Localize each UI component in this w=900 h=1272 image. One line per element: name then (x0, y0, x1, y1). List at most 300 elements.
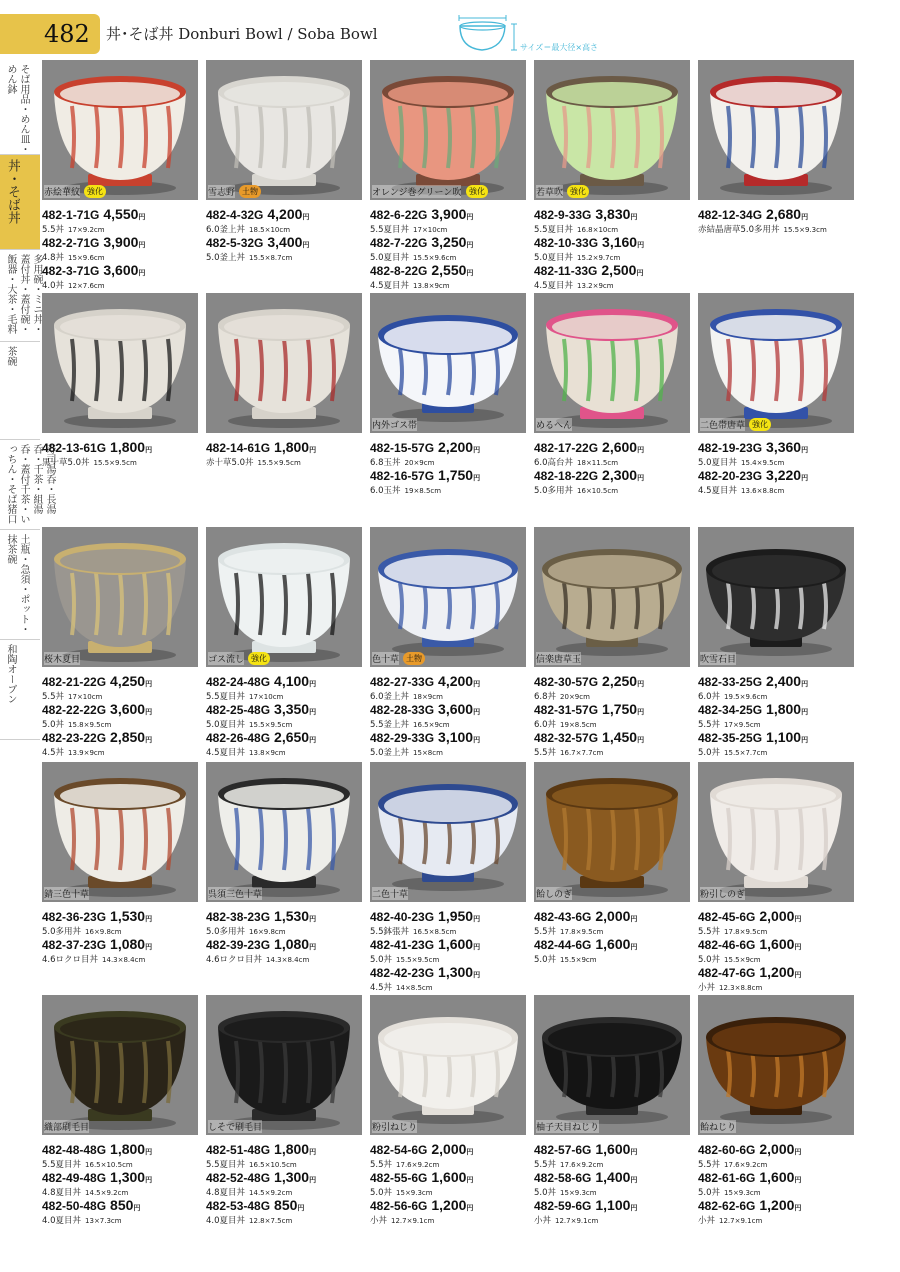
price: 1,530 (274, 908, 310, 924)
product-photo[interactable] (534, 293, 690, 433)
variant-description: 6.8丼 (534, 692, 557, 702)
product-name: 粉引ねじり (372, 1120, 417, 1133)
bowl-illustration (698, 762, 854, 902)
variant-row (42, 729, 204, 757)
variant-description: 5.5夏目丼 (534, 225, 574, 235)
variant-row (370, 673, 532, 701)
variant-list (370, 206, 532, 290)
product-code: 482-33-25G (698, 675, 763, 689)
variant-description: 5.0釜上丼 (370, 748, 410, 758)
product-photo[interactable] (206, 60, 362, 200)
product-code: 482-21-22G (42, 675, 107, 689)
yen-mark: 円 (466, 1176, 474, 1184)
price: 1,600 (431, 1169, 467, 1185)
dimensions: 13×7.3cm (85, 1217, 122, 1225)
price: 1,600 (595, 1141, 631, 1157)
price: 1,300 (274, 1169, 310, 1185)
variant-row (370, 729, 532, 757)
yen-mark: 円 (637, 474, 645, 482)
product-code: 482-16-57G (370, 469, 435, 483)
yen-mark: 円 (473, 915, 481, 923)
product-photo[interactable] (370, 60, 526, 200)
price: 1,600 (438, 936, 474, 952)
product-name: 二色帯唐草 (700, 418, 745, 431)
variant-description: 5.5丼 (534, 748, 557, 758)
product-name: 柚子天目ねじり (536, 1120, 599, 1133)
price: 2,550 (431, 262, 467, 278)
yen-mark: 円 (637, 708, 645, 716)
price: 1,950 (438, 908, 474, 924)
product-code: 482-52-48G (206, 1171, 271, 1185)
variant-description: 5.0夏目丼 (534, 253, 574, 263)
dimensions: 17.6×9.2cm (396, 1161, 440, 1169)
variant-row (698, 729, 860, 757)
product-code: 482-3-71G (42, 264, 100, 278)
variant-list (534, 439, 696, 495)
sidebar-category-label: 土瓶・急須・ポット・抹茶碗 (5, 534, 29, 634)
yen-mark: 円 (138, 241, 146, 249)
product-name: 飴しのぎ (536, 887, 572, 900)
product-code: 482-34-25G (698, 703, 763, 717)
yen-mark: 円 (145, 943, 153, 951)
variant-description: 6.0釜上丼 (370, 692, 410, 702)
bowl-illustration (534, 527, 690, 667)
product-code: 482-45-6G (698, 910, 756, 924)
product-photo[interactable] (698, 527, 854, 667)
product-photo[interactable] (698, 60, 854, 200)
product-photo[interactable] (206, 293, 362, 433)
product-code: 482-57-6G (534, 1143, 592, 1157)
variant-description: 5.0丼 (370, 1188, 393, 1198)
product-photo[interactable] (698, 762, 854, 902)
price: 1,300 (438, 964, 474, 980)
dimensions: 20×9cm (404, 459, 435, 467)
product-code: 482-20-23G (698, 469, 763, 483)
sidebar-category[interactable] (0, 440, 55, 530)
product-photo[interactable] (42, 293, 198, 433)
yen-mark: 円 (794, 943, 802, 951)
sidebar-category[interactable] (0, 155, 40, 250)
dimensions: 16.5×10.5cm (85, 1161, 133, 1169)
variant-list (534, 1141, 696, 1225)
product-photo[interactable] (534, 60, 690, 200)
price: 1,080 (274, 936, 310, 952)
yen-mark: 円 (801, 708, 809, 716)
price: 2,500 (601, 262, 637, 278)
product-code: 482-47-6G (698, 966, 756, 980)
sidebar-category-label: そば用品・めん皿・めん鉢 (5, 64, 29, 154)
variant-row (42, 206, 204, 234)
variant-list (698, 439, 860, 495)
product-code: 482-26-48G (206, 731, 271, 745)
product-code: 482-54-6G (370, 1143, 428, 1157)
variant-description: 5.0夏目丼 (698, 458, 738, 468)
variant-list (42, 206, 204, 290)
variant-row (534, 908, 696, 936)
product-photo[interactable] (42, 527, 198, 667)
variant-description: 5.0丼 (42, 720, 65, 730)
price: 850 (110, 1197, 134, 1213)
sidebar-category-label: 多用碗・ミニ丼・蓋付丼・蓋付碗・飯器・大茶・毛料 (5, 254, 42, 334)
price: 1,300 (110, 1169, 146, 1185)
price: 3,250 (431, 234, 467, 250)
price: 2,000 (431, 1141, 467, 1157)
variant-description: 5.5丼 (698, 927, 721, 937)
dimensions: 16×9.8cm (85, 928, 122, 936)
price: 3,100 (438, 729, 474, 745)
variant-list (206, 206, 368, 262)
bowl-size-icon (456, 12, 526, 56)
variant-list (534, 206, 696, 290)
dimensions: 17×9.2cm (68, 226, 105, 234)
yen-mark: 円 (309, 680, 317, 688)
dimensions: 17×9.5cm (724, 721, 761, 729)
price: 2,680 (766, 206, 802, 222)
variant-row (370, 262, 532, 290)
yen-mark: 円 (801, 736, 809, 744)
variant-description: 5.0丼 (698, 1188, 721, 1198)
variant-description: 5.5丼 (698, 720, 721, 730)
dimensions: 17.6×9.2cm (560, 1161, 604, 1169)
yen-mark: 円 (801, 680, 809, 688)
product-name: 粉引しのぎ (700, 887, 745, 900)
variant-row (534, 729, 696, 757)
yen-mark: 円 (794, 1176, 802, 1184)
product-photo[interactable] (534, 995, 690, 1135)
variant-row (698, 439, 860, 467)
product-code: 482-4-32G (206, 208, 264, 222)
variant-list (370, 673, 532, 757)
yen-mark: 円 (145, 446, 153, 454)
bowl-illustration (206, 527, 362, 667)
variant-row (370, 701, 532, 729)
product-code: 482-13-61G (42, 441, 107, 455)
variant-row (206, 234, 368, 262)
product-code: 482-36-23G (42, 910, 107, 924)
yen-mark: 円 (473, 446, 481, 454)
price: 2,600 (602, 439, 638, 455)
dimensions: 12.7×9.1cm (391, 1217, 435, 1225)
dimensions: 18.5×10cm (249, 226, 291, 234)
variant-description: 4.5丼 (42, 748, 65, 758)
variant-row (42, 439, 204, 467)
dimensions: 16×10.5cm (577, 487, 619, 495)
earthenware-badge: 土物 (239, 185, 261, 198)
variant-list (534, 673, 696, 757)
dimensions: 15.5×9.5cm (249, 721, 293, 729)
dimensions: 16×9.8cm (249, 928, 286, 936)
dimensions: 16.5×10.5cm (249, 1161, 297, 1169)
variant-description: 4.0丼 (42, 281, 65, 291)
variant-row (370, 234, 532, 262)
variant-description: 4.5夏目丼 (370, 281, 410, 291)
page-title: 丼･そば丼 Donburi Bowl / Soba Bowl (106, 25, 378, 43)
price: 1,800 (274, 439, 310, 455)
product-photo[interactable] (42, 995, 198, 1135)
dimensions: 13.8×9cm (413, 282, 450, 290)
variant-row (206, 936, 368, 964)
variant-row (206, 701, 368, 729)
variant-list (42, 1141, 204, 1225)
variant-row (698, 467, 860, 495)
dimensions: 14.3×8.4cm (102, 956, 146, 964)
dimensions: 15.5×9.6cm (413, 254, 457, 262)
dimensions: 15.5×9cm (560, 956, 597, 964)
product-photo[interactable] (206, 527, 362, 667)
product-code: 482-11-33G (534, 264, 598, 278)
yen-mark: 円 (145, 736, 153, 744)
price: 3,350 (274, 701, 310, 717)
product-photo[interactable] (698, 995, 854, 1135)
product-code: 482-49-48G (42, 1171, 107, 1185)
price: 1,800 (110, 1141, 146, 1157)
reinforced-badge: 強化 (248, 652, 270, 665)
variant-row (370, 1169, 532, 1197)
yen-mark: 円 (473, 708, 481, 716)
price: 3,600 (110, 701, 146, 717)
product-photo[interactable] (206, 762, 362, 902)
product-code: 482-17-22G (534, 441, 599, 455)
product-photo[interactable] (370, 995, 526, 1135)
dimensions: 15.8×9.5cm (68, 721, 112, 729)
variant-description: 5.5丼 (370, 1160, 393, 1170)
dimensions: 15.5×9.5cm (93, 459, 137, 467)
yen-mark: 円 (636, 269, 644, 277)
yen-mark: 円 (297, 1204, 305, 1212)
price: 2,000 (759, 1141, 795, 1157)
variant-row (42, 908, 204, 936)
variant-row (534, 1197, 696, 1225)
variant-description: 黒十草5.0丼 (42, 458, 90, 468)
product-code: 482-62-6G (698, 1199, 756, 1213)
product-name: 色十草 (372, 652, 399, 665)
product-code: 482-32-57G (534, 731, 599, 745)
dimensions: 20×9cm (560, 693, 590, 701)
yen-mark: 円 (145, 1176, 153, 1184)
product-photo[interactable] (534, 527, 690, 667)
dimensions: 15.4×9.5cm (741, 459, 785, 467)
variant-description: 4.0夏目丼 (206, 1216, 246, 1226)
yen-mark: 円 (473, 736, 481, 744)
yen-mark: 円 (637, 241, 645, 249)
variant-description: 4.5夏目丼 (534, 281, 574, 291)
yen-mark: 円 (466, 213, 474, 221)
variant-description: 4.6ロクロ目丼 (206, 955, 263, 965)
sidebar-category[interactable] (0, 342, 40, 440)
variant-row (698, 908, 860, 936)
price: 4,200 (267, 206, 303, 222)
product-photo[interactable] (370, 762, 526, 902)
variant-list (698, 206, 860, 234)
variant-description: 5.5夏目丼 (370, 225, 410, 235)
sidebar-category[interactable] (0, 60, 40, 155)
product-code: 482-5-32G (206, 236, 264, 250)
product-photo[interactable] (370, 527, 526, 667)
sidebar-category-label: 茶碗 (5, 346, 16, 366)
reinforced-badge: 強化 (466, 185, 488, 198)
product-code: 482-56-6G (370, 1199, 428, 1213)
product-code: 482-19-23G (698, 441, 763, 455)
reinforced-badge: 強化 (567, 185, 589, 198)
dimensions: 15×8cm (413, 749, 443, 757)
product-code: 482-24-48G (206, 675, 271, 689)
price: 1,530 (110, 908, 146, 924)
variant-list (206, 908, 368, 964)
variant-row (534, 206, 696, 234)
variant-description: 小丼 (698, 1216, 716, 1226)
sidebar-category[interactable] (0, 530, 40, 640)
product-code: 482-31-57G (534, 703, 599, 717)
bowl-illustration (698, 60, 854, 200)
sidebar-category[interactable] (0, 250, 40, 342)
product-code: 482-10-33G (534, 236, 599, 250)
variant-row (42, 673, 204, 701)
variant-row (534, 673, 696, 701)
variant-description: 5.0丼 (698, 748, 721, 758)
page-header (0, 0, 900, 60)
product-code: 482-48-48G (42, 1143, 107, 1157)
variant-row (206, 1197, 368, 1225)
yen-mark: 円 (309, 1148, 317, 1156)
product-name: 錆三色十草 (44, 887, 89, 900)
price: 3,600 (438, 701, 474, 717)
variant-description: 4.0夏目丼 (42, 1216, 82, 1226)
product-code: 482-14-61G (206, 441, 271, 455)
product-photo[interactable] (42, 60, 198, 200)
dimensions: 17×10cm (68, 693, 103, 701)
bowl-illustration (698, 293, 854, 433)
product-code: 482-58-6G (534, 1171, 592, 1185)
dimensions: 19×8.5cm (404, 487, 442, 495)
yen-mark: 円 (309, 736, 317, 744)
variant-description: 5.5夏目丼 (42, 1160, 82, 1170)
variant-description: 6.0玉丼 (370, 486, 401, 496)
price: 1,100 (766, 729, 802, 745)
variant-row (698, 964, 860, 992)
page-number: 482 (0, 14, 100, 54)
variant-row (206, 673, 368, 701)
variant-description: 6.0丼 (698, 692, 721, 702)
price: 4,550 (103, 206, 139, 222)
dimensions: 17.8×9.5cm (724, 928, 768, 936)
variant-list (534, 908, 696, 964)
variant-list (42, 439, 204, 467)
variant-row (370, 936, 532, 964)
variant-description: 6.0丼 (534, 720, 557, 730)
product-code: 482-12-34G (698, 208, 763, 222)
variant-row (698, 701, 860, 729)
bowl-illustration (534, 293, 690, 433)
variant-row (698, 206, 860, 234)
bowl-illustration (534, 60, 690, 200)
variant-row (534, 439, 696, 467)
dimensions: 12.8×7.5cm (249, 1217, 293, 1225)
yen-mark: 円 (473, 474, 481, 482)
variant-row (698, 1169, 860, 1197)
price: 1,450 (602, 729, 638, 745)
product-code: 482-18-22G (534, 469, 599, 483)
product-code: 482-61-6G (698, 1171, 756, 1185)
dimensions: 15.5×7.7cm (724, 749, 768, 757)
yen-mark: 円 (309, 708, 317, 716)
price: 3,900 (103, 234, 139, 250)
dimensions: 14.3×8.4cm (266, 956, 310, 964)
yen-mark: 円 (794, 1148, 802, 1156)
yen-mark: 円 (637, 446, 645, 454)
product-code: 482-27-33G (370, 675, 435, 689)
yen-mark: 円 (801, 213, 809, 221)
dimensions: 12×7.6cm (68, 282, 105, 290)
variant-row (698, 673, 860, 701)
product-photo[interactable] (370, 293, 526, 433)
yen-mark: 円 (309, 446, 317, 454)
variant-row (206, 908, 368, 936)
price: 3,160 (602, 234, 638, 250)
product-photo[interactable] (534, 762, 690, 902)
dimensions: 15.5×9.5cm (396, 956, 440, 964)
bowl-illustration (42, 527, 198, 667)
variant-row (698, 1197, 860, 1225)
dimensions: 18×11.5cm (577, 459, 619, 467)
variant-description: 5.0夏目丼 (206, 720, 246, 730)
dimensions: 19×8.5cm (560, 721, 597, 729)
variant-description: 5.5鉢張丼 (370, 927, 410, 937)
variant-description: 5.5丼 (698, 1160, 721, 1170)
price: 2,250 (602, 673, 638, 689)
product-name: めるへん (536, 418, 572, 431)
dimensions: 13.8×9cm (249, 749, 286, 757)
sidebar-category[interactable] (0, 640, 40, 740)
variant-row (534, 1169, 696, 1197)
variant-row (42, 936, 204, 964)
product-photo[interactable] (42, 762, 198, 902)
dimensions: 12.7×9.1cm (719, 1217, 763, 1225)
product-code: 482-42-23G (370, 966, 435, 980)
price: 2,200 (438, 439, 474, 455)
yen-mark: 円 (145, 1148, 153, 1156)
product-name: 吹雪石目 (700, 652, 736, 665)
product-name: 若草吹 (536, 185, 563, 198)
variant-row (534, 234, 696, 262)
product-code: 482-40-23G (370, 910, 435, 924)
variant-description: 4.5丼 (370, 983, 393, 993)
product-photo[interactable] (698, 293, 854, 433)
product-code: 482-43-6G (534, 910, 592, 924)
variant-row (534, 262, 696, 290)
dimensions: 16.5×8.5cm (413, 928, 457, 936)
price: 1,600 (759, 1169, 795, 1185)
variant-description: 5.5丼 (534, 927, 557, 937)
bowl-illustration (42, 293, 198, 433)
price: 1,080 (110, 936, 146, 952)
price: 4,100 (274, 673, 310, 689)
variant-description: 4.8夏目丼 (42, 1188, 82, 1198)
bowl-illustration (206, 762, 362, 902)
product-code: 482-53-48G (206, 1199, 271, 1213)
variant-row (206, 729, 368, 757)
yen-mark: 円 (133, 1204, 141, 1212)
variant-description: 5.5丼 (42, 225, 65, 235)
variant-list (698, 1141, 860, 1225)
dimensions: 16.8×10cm (577, 226, 619, 234)
price: 1,400 (595, 1169, 631, 1185)
product-photo[interactable] (206, 995, 362, 1135)
price: 1,200 (759, 1197, 795, 1213)
yen-mark: 円 (801, 474, 809, 482)
product-code: 482-6-22G (370, 208, 428, 222)
yen-mark: 円 (630, 213, 638, 221)
variant-row (42, 262, 204, 290)
